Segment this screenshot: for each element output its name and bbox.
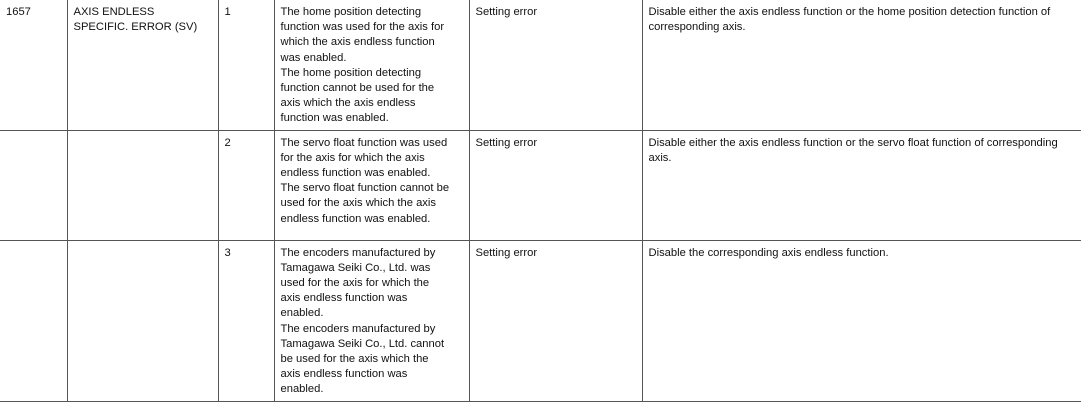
table-row [0, 130, 1081, 240]
detail-code-cell: 1 [218, 0, 274, 130]
error-code-cell: 1657 [0, 0, 67, 130]
cause-cell: The servo float function was used for the axis for which the axis endless function was enabled. The servo float function cannot be used for the axis which the axis endless function was enabled. [274, 130, 469, 240]
detail-code-cell: 3 [218, 240, 274, 401]
action-cell: Disable the corresponding axis endless function. [642, 240, 1081, 401]
cause-cell: The encoders manufactured by Tamagawa Seiki Co., Ltd. was used for the axis for which the axis endless function was enabled. The encoders manufactured by Tamagawa Seiki Co., Ltd. cannot be used for the axis which the axis endless function was enabled. [274, 240, 469, 401]
action-cell: Disable either the axis endless function or the servo float function of corresponding axis. [642, 130, 1081, 240]
category-cell: Setting error [469, 240, 642, 401]
error-code-cell [0, 130, 67, 240]
detail-code-cell: 2 [218, 130, 274, 240]
table-row [0, 0, 1081, 130]
error-name-cell [67, 240, 218, 401]
error-name-cell: AXIS ENDLESS SPECIFIC. ERROR (SV) [67, 0, 218, 130]
category-cell: Setting error [469, 0, 642, 130]
action-cell: Disable either the axis endless function or the home position detection function of corresponding axis. [642, 0, 1081, 130]
cause-cell: The home position detecting function was used for the axis for which the axis endless function was enabled. The home position detecting function cannot be used for the axis which the axis endless function was enabled. [274, 0, 469, 130]
error-name-cell [67, 130, 218, 240]
table-row [0, 240, 1081, 401]
category-cell: Setting error [469, 130, 642, 240]
error-code-cell [0, 240, 67, 401]
